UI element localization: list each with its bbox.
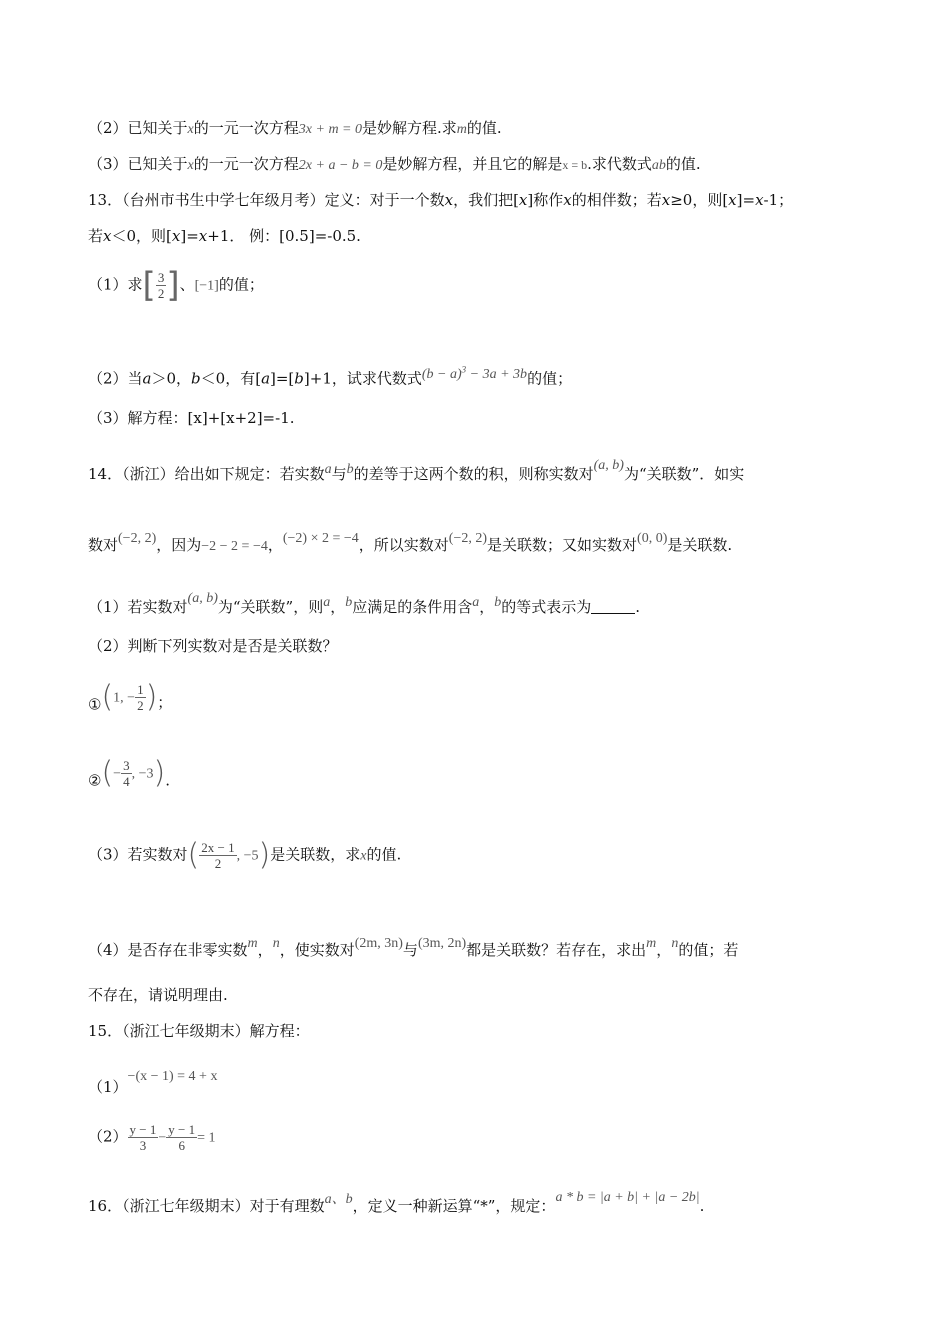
answer-blank[interactable] (591, 599, 635, 614)
text: ； (157, 693, 173, 712)
equation: 2x + a − b = 0 (298, 158, 383, 173)
text: 是妙解方程.求 (362, 119, 457, 137)
denominator: 3 (139, 1138, 147, 1153)
q12-part3 (88, 153, 701, 177)
var-m: m (247, 936, 258, 951)
var-ab: ab (651, 158, 666, 173)
text: （1）若实数对 (88, 598, 188, 616)
q14-line2 (88, 528, 732, 558)
var-b: b (294, 369, 304, 388)
var-x: x (563, 191, 572, 209)
text: ]称作 (527, 191, 564, 209)
var-b: b (345, 595, 353, 610)
q14-part3 (88, 837, 402, 873)
text: 的等式表示为 (501, 598, 592, 616)
circled-number: ② (88, 771, 102, 790)
text: 为“关联数”．如实 (623, 465, 745, 483)
text: （4）是否存在非零实数 (88, 941, 248, 959)
var-a: a (261, 369, 271, 388)
text: 是关联数；又如实数对 (487, 536, 638, 554)
var-m: m (456, 122, 467, 137)
q13-part3 (88, 407, 295, 429)
left-bracket-icon: [ (142, 265, 156, 306)
pair: (−2, 2) (448, 531, 488, 546)
equation: 3x + m = 0 (298, 122, 362, 137)
text: 13．（台州市书生中学七年级月考）定义：对于一个数 (88, 191, 445, 209)
q14-part1 (88, 588, 640, 618)
fraction (128, 1122, 159, 1153)
text: 是关联数. (667, 536, 733, 554)
text: 是关联数，求 (270, 845, 361, 864)
numerator: 1 (137, 682, 144, 697)
pair: (−2, 2) (118, 531, 157, 546)
text: （3）解方程：[x]+[x+2]=-1. (88, 409, 295, 427)
q15-intro (88, 1020, 310, 1042)
fraction (156, 270, 167, 301)
pair-part: 1, − (113, 690, 136, 706)
var-a: a (323, 595, 331, 610)
pair: (a, b) (593, 458, 624, 473)
text: （2）当 (88, 369, 143, 388)
pair: (3m, 2n) (417, 936, 467, 951)
denominator: 4 (123, 774, 130, 789)
numerator: 2x − 1 (201, 840, 235, 855)
var-a: a (324, 462, 332, 477)
text: 、 (179, 275, 195, 294)
text: . (635, 598, 641, 616)
var-a: a (142, 369, 152, 388)
text: 的值； (527, 369, 573, 388)
expr-base: (b − a) (421, 366, 462, 382)
text: （3）已知关于 (88, 155, 188, 173)
q14-part4 (88, 933, 738, 961)
text: . (165, 771, 170, 790)
text: +1． 例：[0.5]=-0.5. (207, 227, 361, 245)
right-paren-icon: ) (153, 755, 166, 791)
text: ，我们把[ (453, 191, 519, 209)
text: 与 (331, 465, 347, 483)
text: 16．（浙江七年级期末）对于有理数 (88, 1197, 325, 1215)
text: ， (257, 941, 273, 959)
q14-part2 (88, 635, 338, 657)
text: 是妙解方程，并且它的解是 (382, 155, 563, 173)
var-b: b (494, 595, 502, 610)
numerator: y − 1 (129, 1122, 157, 1137)
var-x: x (518, 191, 528, 209)
text: 为“关联数”，则 (217, 598, 324, 616)
denominator: 6 (178, 1138, 185, 1153)
text: ≥0，则[ (670, 191, 729, 209)
q14-case1 (88, 679, 173, 716)
q13-intro (88, 189, 793, 211)
expression (421, 364, 528, 382)
var-x: x (198, 227, 208, 245)
var-x: x (661, 191, 671, 209)
text: 14．（浙江）给出如下规定：若实数 (88, 465, 325, 483)
var-x: x (444, 191, 454, 209)
text: ＞0， (151, 369, 192, 388)
right-bracket-icon: ] (166, 265, 180, 306)
var-n: n (272, 936, 280, 951)
text: ， (330, 598, 346, 616)
text: -1； (763, 191, 794, 209)
var-x: x (755, 191, 764, 209)
expr-rest: − 3a + 3b (469, 366, 528, 382)
q14-line1 (88, 455, 744, 485)
vars: a、b (324, 1192, 353, 1207)
left-paren-icon: ( (101, 679, 114, 715)
right-paren-icon: ) (145, 679, 158, 715)
q13-intro-2 (88, 225, 361, 247)
text: 的值. (665, 155, 701, 173)
q16 (88, 1187, 704, 1217)
text: ]+1，试求代数式 (303, 369, 422, 388)
text: 15．（浙江七年级期末）解方程： (88, 1022, 310, 1040)
q12-part2 (88, 117, 502, 141)
operator: − (158, 1130, 167, 1146)
text: （2）判断下列实数对是否是关联数？ (88, 637, 338, 655)
text: 的值. (366, 845, 402, 864)
rhs: = 1 (197, 1130, 216, 1146)
var-x: x (728, 191, 737, 209)
text: 应满足的条件用含 (352, 598, 473, 616)
text: （2） (88, 1127, 128, 1146)
pair: (a, b) (187, 591, 218, 606)
text: 若 (88, 227, 104, 245)
text: 都是关联数？若存在，求出 (466, 941, 647, 959)
bracket-expr: [−1] (194, 278, 219, 294)
circled-number: ① (88, 695, 102, 714)
equation: −2 − 2 = −4 (201, 539, 268, 554)
var-x: x (187, 158, 194, 173)
exponent: 3 (461, 364, 467, 374)
equation: −(x − 1) = 4 + x (127, 1069, 218, 1084)
var-x: x (171, 227, 181, 245)
q14-case2 (88, 755, 170, 792)
numerator: 3 (123, 758, 130, 773)
denominator: 2 (157, 286, 165, 301)
q15-part2 (88, 1122, 216, 1153)
equation: (−2) × 2 = −4 (282, 531, 359, 546)
var-x: x (103, 227, 112, 245)
text: . (699, 1197, 705, 1215)
fraction (199, 840, 236, 871)
text: ，使实数对 (279, 941, 355, 959)
pair: (2m, 3n) (354, 936, 403, 951)
fraction (166, 1122, 197, 1153)
numerator: 3 (157, 270, 165, 285)
text: ＜0，有[ (200, 369, 262, 388)
pair: (0, 0) (637, 531, 668, 546)
fraction (121, 758, 132, 789)
numerator: y − 1 (168, 1122, 196, 1137)
text: 的值. (466, 119, 502, 137)
value: −1 (199, 278, 215, 294)
text: 的一元一次方程 (193, 155, 299, 173)
text: 数对 (88, 536, 119, 554)
text: ， (656, 941, 672, 959)
text: ， (479, 598, 495, 616)
fraction (135, 682, 146, 713)
text: （3）若实数对 (88, 845, 188, 864)
text: ]=[ (270, 369, 295, 388)
text: ]= (736, 191, 756, 209)
denominator: 2 (137, 698, 144, 713)
denominator: 2 (214, 856, 222, 871)
var-a: a (472, 595, 480, 610)
q13-part2 (88, 358, 572, 390)
text: 的值； (218, 275, 264, 294)
text: 的相伴数；若 (571, 191, 662, 209)
right-paren-icon: ) (258, 837, 271, 873)
text: 与 (402, 941, 418, 959)
text: .求代数式 (587, 155, 652, 173)
text: 的一元一次方程 (193, 119, 299, 137)
var-n: n (671, 936, 679, 951)
var-b: b (346, 462, 354, 477)
text: （1） (88, 1078, 128, 1096)
solution: x = b (562, 158, 588, 172)
q15-part1 (88, 1066, 217, 1098)
pair-part: − (113, 766, 122, 782)
text: 不存在，请说明理由. (88, 986, 228, 1004)
text: ]= (180, 227, 199, 245)
q14-part4-line2 (88, 984, 228, 1006)
text: 的值；若 (678, 941, 739, 959)
q13-part1 (88, 265, 264, 306)
text: （1）求 (88, 275, 143, 294)
text: ，所以实数对 (358, 536, 449, 554)
left-paren-icon: ( (187, 837, 200, 873)
var-b: b (191, 369, 201, 388)
definition: a * b = |a + b| + |a − 2b| (555, 1190, 700, 1205)
left-paren-icon: ( (101, 755, 114, 791)
var-x: x (187, 122, 194, 137)
text: ，定义一种新运算“*”，规定： (352, 1197, 556, 1215)
text: ＜0，则[ (111, 227, 172, 245)
var-x: x (360, 848, 367, 864)
text: 的差等于这两个数的积，则称实数对 (353, 465, 594, 483)
text: ， (267, 536, 283, 554)
text: （2）已知关于 (88, 119, 188, 137)
var-m: m (646, 936, 657, 951)
text: ，因为 (156, 536, 202, 554)
pair-part: , −5 (236, 848, 259, 864)
pair-part: , −3 (131, 766, 154, 782)
